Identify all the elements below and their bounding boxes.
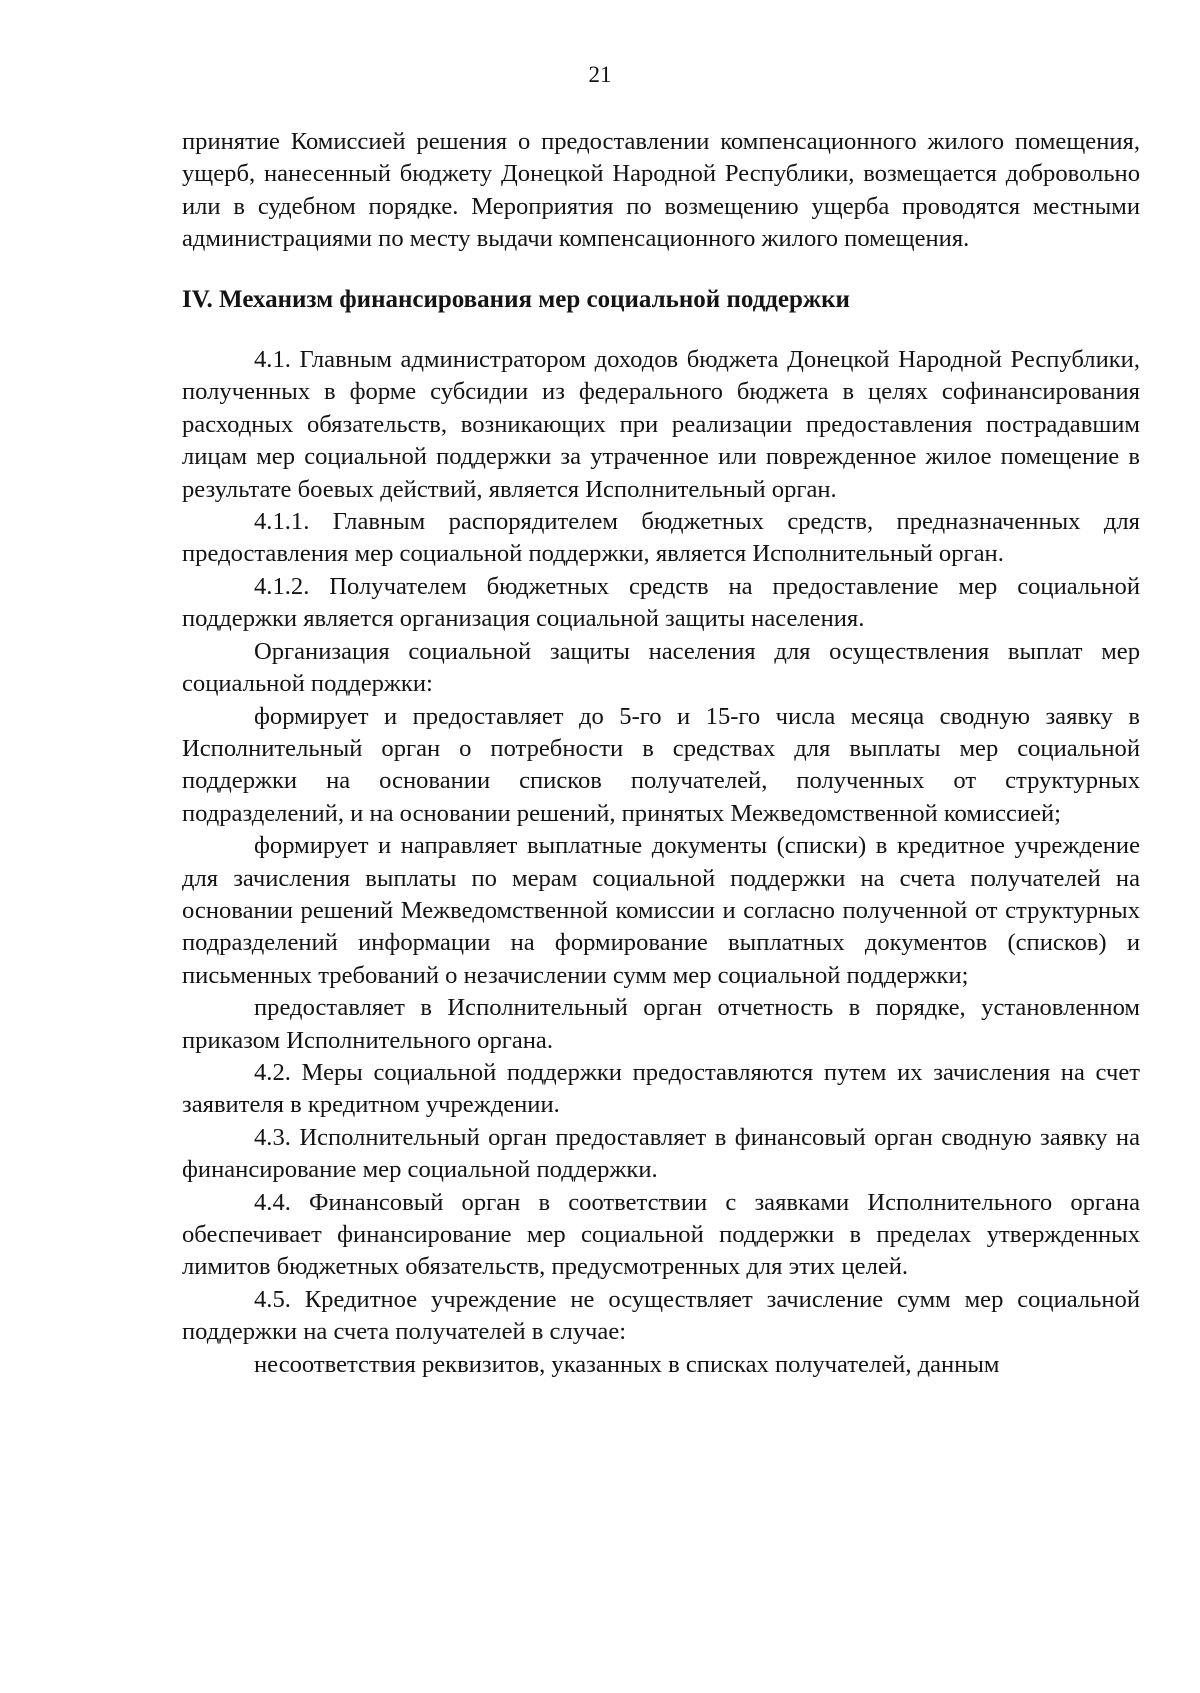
intro-paragraph: принятие Комиссией решения о предоставлении компенсационного жилого помещения, ущерб, нанесенный бюджету Донецкой Народной Республики, возмещается добровольно или в судебном порядке. Мероприятия по возмещению ущерба проводятся местными администрациями по месту выдачи компенсационного жилого помещения. — [182, 128, 1140, 253]
paragraph-4-1: 4.1. Главным администратором доходов бюджета Донецкой Народной Республики, полученных в форме субсидии из федерального бюджета в целях софинансирования расходных обязательств, возникающих при реализации предоставления пострадавшим лицам мер социальной поддержки за утраченное или поврежденное жилое помещение в результате боевых действий, является Исполнительный орган. — [182, 346, 1140, 503]
paragraph-mismatch: несоответствия реквизитов, указанных в списках получателей, данным — [254, 1350, 1000, 1378]
document-body — [182, 126, 1140, 1381]
paragraph-4-3: 4.3. Исполнительный орган предоставляет в финансовый орган сводную заявку на финансирование мер социальной поддержки. — [182, 1123, 1140, 1184]
paragraph-forms-request: формирует и предоставляет до 5-го и 15-го числа месяца сводную заявку в Исполнительный орган о потребности в средствах для выплаты мер социальной поддержки на основании списков получателей, полученных от структурных подразделений, и на основании решений, принятых Межведомственной комиссией; — [182, 702, 1140, 827]
section-heading: IV. Механизм финансирования мер социальной поддержки — [182, 285, 850, 313]
paragraph-forms-documents: формирует и направляет выплатные документы (списки) в кредитное учреждение для зачисления выплаты по мерам социальной поддержки на счета получателей на основании решений Межведомственной комиссии и согласно полученной от структурных подразделений информации на формирование выплатных документов (списков) и письменных требований о незачислении сумм мер социальной поддержки; — [182, 832, 1140, 989]
paragraph-4-2: 4.2. Меры социальной поддержки предоставляются путем их зачисления на счет заявителя в кредитном учреждении. — [182, 1058, 1140, 1119]
paragraph-4-1-2: 4.1.2. Получателем бюджетных средств на предоставление мер социальной поддержки является организация социальной защиты населения. — [182, 572, 1140, 633]
paragraph-4-1-1: 4.1.1. Главным распорядителем бюджетных средств, предназначенных для предоставления мер социальной поддержки, является Исполнительный орган. — [182, 508, 1140, 568]
paragraph-reporting: предоставляет в Исполнительный орган отчетность в порядке, установленном приказом Исполнительного органа. — [182, 994, 1140, 1054]
paragraph-organization: Организация социальной защиты населения для осуществления выплат мер социальной поддержки: — [182, 637, 1140, 698]
paragraph-4-5: 4.5. Кредитное учреждение не осуществляет зачисление сумм мер социальной поддержки на счета получателей в случае: — [182, 1285, 1140, 1346]
page-number: 21 — [588, 62, 612, 87]
paragraph-4-4: 4.4. Финансовый орган в соответствии с заявками Исполнительного органа обеспечивает финансирование мер социальной поддержки в пределах утвержденных лимитов бюджетных обязательств, предусмотренных для этих целей. — [182, 1188, 1140, 1281]
